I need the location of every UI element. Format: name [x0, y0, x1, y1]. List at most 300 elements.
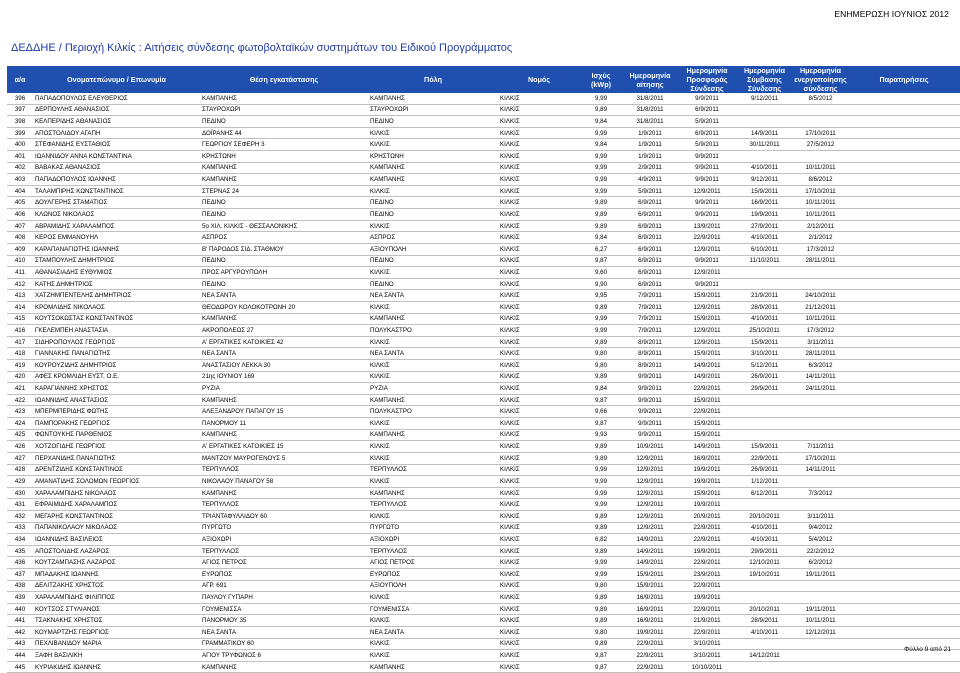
cell-city: ΑΓΙΟΣ ΠΕΤΡΟΣ [368, 557, 498, 569]
cell-contract-date: 9/12/2011 [736, 174, 793, 186]
cell-offer-date: 22/9/2011 [678, 557, 736, 569]
cell-application-date: 7/9/2011 [622, 313, 678, 325]
cell-contract-date: 26/9/2011 [736, 371, 793, 383]
cell-prefecture: ΚΙΛΚΙΣ [498, 627, 580, 639]
cell-power: 9,90 [580, 278, 622, 290]
cell-activation-date [793, 406, 848, 418]
cell-name: ΚΑΡΑΓΙΑΝΝΗΣ ΧΡΗΣΤΟΣ [33, 383, 200, 395]
cell-contract-date: 20/10/2011 [736, 603, 793, 615]
cell-offer-date: 22/9/2011 [678, 627, 736, 639]
table-row [7, 661, 960, 673]
cell-prefecture: ΚΙΛΚΙΣ [498, 301, 580, 313]
cell-application-date: 6/9/2011 [622, 197, 678, 209]
cell-application-date: 12/9/2011 [622, 487, 678, 499]
cell-city: ΚΙΛΚΙΣ [368, 650, 498, 662]
cell-location: ΑΣΠΡΟΣ [200, 232, 368, 244]
table-row [7, 441, 960, 453]
cell-location: ΠΕΔΙΝΟ [200, 255, 368, 267]
col-header-aa: α/α [7, 66, 33, 93]
cell-location: ΠΑΝΟΡΜΟΥ 11 [200, 418, 368, 430]
cell-location: ΤΕΡΠΥΛΛΟΣ [200, 545, 368, 557]
cell-aa: 430 [7, 487, 33, 499]
cell-power: 9,89 [580, 603, 622, 615]
cell-location: ΑΛΕΞΑΝΔΡΟΥ ΠΑΠΑΓΟΥ 15 [200, 406, 368, 418]
cell-activation-date [793, 278, 848, 290]
table-row [7, 255, 960, 267]
cell-name: ΠΕΡΧΑΝΙΔΗΣ ΠΑΝΑΓΙΩΤΗΣ [33, 452, 200, 464]
cell-activation-date: 28/11/2011 [793, 348, 848, 360]
cell-aa: 431 [7, 499, 33, 511]
cell-name: ΞΑΦΗ ΒΑΣΙΛΙΚΗ [33, 650, 200, 662]
cell-prefecture: ΚΙΛΚΙΣ [498, 360, 580, 372]
cell-remarks [848, 127, 960, 139]
cell-city: ΚΙΛΚΙΣ [368, 441, 498, 453]
cell-power: 9,95 [580, 290, 622, 302]
cell-location: ΔΟΪΡΑΝΗΣ 44 [200, 127, 368, 139]
cell-power: 9,89 [580, 336, 622, 348]
col-header-power: Ισχύς (kWp) [580, 66, 622, 93]
cell-aa: 412 [7, 278, 33, 290]
cell-offer-date: 13/9/2011 [678, 220, 736, 232]
update-date-label: ΕΝΗΜΕΡΩΣΗ ΙΟΥΝΙΟΣ 2012 [834, 9, 949, 19]
cell-location: 5ο ΧΙΛ. ΚΙΛΚΙΣ - ΘΕΣΣΑΛΟΝΙΚΗΣ [200, 220, 368, 232]
cell-application-date: 6/9/2011 [622, 267, 678, 279]
cell-name: ΔΡΕΝΤΖΙΔΗΣ ΚΩΝΣΤΑΝΤΙΝΟΣ [33, 464, 200, 476]
cell-offer-date: 12/9/2011 [678, 185, 736, 197]
cell-prefecture: ΚΙΛΚΙΣ [498, 650, 580, 662]
cell-application-date: 7/9/2011 [622, 290, 678, 302]
cell-offer-date: 19/9/2011 [678, 476, 736, 488]
cell-prefecture: ΚΙΛΚΙΣ [498, 139, 580, 151]
cell-prefecture: ΚΙΛΚΙΣ [498, 151, 580, 163]
table-row [7, 638, 960, 650]
cell-application-date: 9/9/2011 [622, 429, 678, 441]
cell-location: ΜΑΝΤΖΟΥ ΜΑΥΡΟΓΕΝΟΥΣ 5 [200, 452, 368, 464]
cell-prefecture: ΚΙΛΚΙΣ [498, 557, 580, 569]
cell-prefecture: ΚΙΛΚΙΣ [498, 522, 580, 534]
table-row [7, 545, 960, 557]
cell-contract-date: 16/9/2011 [736, 197, 793, 209]
cell-aa: 397 [7, 104, 33, 116]
cell-offer-date: 22/9/2011 [678, 534, 736, 546]
cell-application-date: 31/8/2011 [622, 104, 678, 116]
cell-aa: 408 [7, 232, 33, 244]
cell-city: ΚΙΛΚΙΣ [368, 139, 498, 151]
cell-prefecture: ΚΙΛΚΙΣ [498, 661, 580, 673]
cell-power: 9,89 [580, 104, 622, 116]
cell-remarks [848, 197, 960, 209]
table-row [7, 325, 960, 337]
cell-remarks [848, 325, 960, 337]
cell-name: ΣΤΑΜΠΟΥΛΗΣ ΔΗΜΗΤΡΙΟΣ [33, 255, 200, 267]
cell-power: 9,80 [580, 627, 622, 639]
cell-power: 9,99 [580, 464, 622, 476]
cell-prefecture: ΚΙΛΚΙΣ [498, 185, 580, 197]
cell-power: 9,99 [580, 162, 622, 174]
cell-power: 9,66 [580, 406, 622, 418]
cell-activation-date [793, 580, 848, 592]
cell-offer-date: 22/9/2011 [678, 580, 736, 592]
cell-location: ΚΑΜΠΑΝΗΣ [200, 394, 368, 406]
cell-activation-date: 17/3/2012 [793, 243, 848, 255]
col-header-activation-date: Ημερομηνία ενεργοποίησης σύνδεσης [794, 66, 847, 93]
cell-location: ΚΑΜΠΑΝΗΣ [200, 162, 368, 174]
cell-aa: 401 [7, 151, 33, 163]
cell-contract-date: 11/10/2011 [736, 255, 793, 267]
table-row [7, 464, 960, 476]
cell-offer-date: 15/9/2011 [678, 487, 736, 499]
cell-aa: 441 [7, 615, 33, 627]
table-row [7, 151, 960, 163]
table-row [7, 522, 960, 534]
cell-contract-date: 9/12/2011 [736, 93, 793, 104]
cell-contract-date: 4/10/2011 [736, 627, 793, 639]
cell-remarks [848, 580, 960, 592]
cell-city: ΚΙΛΚΙΣ [368, 418, 498, 430]
cell-city: ΚΙΛΚΙΣ [368, 615, 498, 627]
cell-activation-date [793, 418, 848, 430]
cell-name: ΚΟΥΤΖΑΜΠΑΣΗΣ ΛΑΖΑΡΟΣ [33, 557, 200, 569]
cell-name: ΤΑΛΑΜΠΙΡΗΣ ΚΩΝΣΤΑΝΤΙΝΟΣ [33, 185, 200, 197]
cell-name: ΠΑΠΑΔΟΠΟΥΛΟΣ ΕΛΕΥΘΕΡΙΟΣ [33, 93, 200, 104]
cell-location: ΓΟΥΜΕΝΙΣΣΑ [200, 603, 368, 615]
table-row [7, 278, 960, 290]
cell-city: ΚΙΛΚΙΣ [368, 510, 498, 522]
col-header-contract-date: Ημερομηνία Σύμβασης Σύνδεσης [736, 66, 793, 93]
cell-city: ΚΑΜΠΑΝΗΣ [368, 162, 498, 174]
cell-aa: 440 [7, 603, 33, 615]
cell-offer-date: 12/9/2011 [678, 267, 736, 279]
table-row [7, 418, 960, 430]
cell-offer-date: 10/10/2011 [678, 661, 736, 673]
cell-name: ΓΙΑΝΝΑΚΗΣ ΠΑΝΑΓΙΩΤΗΣ [33, 348, 200, 360]
cell-aa: 427 [7, 452, 33, 464]
cell-location: ΘΕΟΔΩΡΟΥ ΚΟΛΟΚΟΤΡΩΝΗ 20 [200, 301, 368, 313]
table-row [7, 243, 960, 255]
cell-activation-date [793, 267, 848, 279]
cell-city: ΚΑΜΠΑΝΗΣ [368, 429, 498, 441]
cell-location: ΝΙΚΟΛΑΟΥ ΠΑΝΑΓΟΥ 58 [200, 476, 368, 488]
cell-power: 6,27 [580, 243, 622, 255]
cell-contract-date [736, 661, 793, 673]
cell-application-date: 6/9/2011 [622, 243, 678, 255]
cell-power: 9,99 [580, 476, 622, 488]
cell-prefecture: ΚΙΛΚΙΣ [498, 394, 580, 406]
cell-contract-date: 15/9/2011 [736, 441, 793, 453]
cell-application-date: 22/9/2011 [622, 650, 678, 662]
cell-prefecture: ΚΙΛΚΙΣ [498, 174, 580, 186]
cell-activation-date: 10/11/2011 [793, 162, 848, 174]
cell-city: ΕΥΡΩΠΟΣ [368, 568, 498, 580]
cell-prefecture: ΚΙΛΚΙΣ [498, 592, 580, 604]
cell-power: 9,89 [580, 371, 622, 383]
table-row [7, 510, 960, 522]
cell-power: 9,89 [580, 441, 622, 453]
cell-remarks [848, 93, 960, 104]
cell-name: ΠΑΠΑΝΙΚΟΛΑΟΥ ΝΙΚΟΛΑΟΣ [33, 522, 200, 534]
cell-contract-date [736, 580, 793, 592]
cell-aa: 400 [7, 139, 33, 151]
col-header-application-date: Ημερομηνία αίτησης [622, 66, 678, 93]
cell-offer-date: 19/9/2011 [678, 545, 736, 557]
cell-contract-date [736, 104, 793, 116]
cell-location: ΚΑΜΠΑΝΗΣ [200, 487, 368, 499]
cell-offer-date: 9/9/2011 [678, 174, 736, 186]
cell-location: ΠΕΔΙΝΟ [200, 116, 368, 128]
cell-application-date: 7/9/2011 [622, 325, 678, 337]
cell-name: ΑΘΑΝΑΣΙΑΔΗΣ ΕΥΘΥΜΙΟΣ [33, 267, 200, 279]
cell-power: 9,80 [580, 348, 622, 360]
table-row [7, 603, 960, 615]
cell-aa: 415 [7, 313, 33, 325]
cell-contract-date: 20/10/2011 [736, 510, 793, 522]
cell-name: ΚΟΥΤΣΟΚΩΣΤΑΣ ΚΩΝΣΤΑΝΤΙΝΟΣ [33, 313, 200, 325]
cell-contract-date: 4/10/2011 [736, 534, 793, 546]
cell-city: ΚΑΜΠΑΝΗΣ [368, 487, 498, 499]
cell-application-date: 7/9/2011 [622, 301, 678, 313]
cell-aa: 413 [7, 290, 33, 302]
cell-name: ΔΕΛΙΤΖΑΚΗΣ ΧΡΗΣΤΟΣ [33, 580, 200, 592]
cell-activation-date: 14/11/2011 [793, 464, 848, 476]
table-header-row [7, 66, 960, 93]
cell-aa: 432 [7, 510, 33, 522]
cell-prefecture: ΚΙΛΚΙΣ [498, 104, 580, 116]
cell-application-date: 6/9/2011 [622, 278, 678, 290]
cell-power: 9,80 [580, 580, 622, 592]
cell-contract-date: 6/10/2011 [736, 243, 793, 255]
cell-city: ΚΙΛΚΙΣ [368, 371, 498, 383]
cell-city: ΠΟΛΥΚΑΣΤΡΟ [368, 406, 498, 418]
cell-power: 9,87 [580, 394, 622, 406]
table-row [7, 383, 960, 395]
cell-location: ΣΤΑΥΡΟΧΩΡΙ [200, 104, 368, 116]
table-row [7, 394, 960, 406]
cell-application-date: 6/9/2011 [622, 232, 678, 244]
cell-name: ΜΠΕΡΜΠΕΡΙΔΗΣ ΦΩΤΗΣ [33, 406, 200, 418]
cell-location: ΝΕΑ ΣΑΝΤΑ [200, 627, 368, 639]
cell-name: ΚΛΩΝΟΣ ΝΙΚΟΛΑΟΣ [33, 209, 200, 221]
cell-power: 9,89 [580, 522, 622, 534]
cell-offer-date: 12/9/2011 [678, 325, 736, 337]
cell-location: 21ης ΙΟΥΝΙΟΥ 169 [200, 371, 368, 383]
cell-name: ΚΟΥΜΑΡΤΖΗΣ ΓΕΩΡΓΙΟΣ [33, 627, 200, 639]
cell-prefecture: ΚΙΛΚΙΣ [498, 510, 580, 522]
table-row [7, 197, 960, 209]
cell-aa: 416 [7, 325, 33, 337]
cell-application-date: 8/9/2011 [622, 336, 678, 348]
table-row [7, 174, 960, 186]
cell-location: Α' ΕΡΓΑΤΙΚΕΣ ΚΑΤΟΙΚΙΕΣ 15 [200, 441, 368, 453]
cell-prefecture: ΚΙΛΚΙΣ [498, 313, 580, 325]
cell-power: 9,89 [580, 301, 622, 313]
cell-prefecture: ΚΙΛΚΙΣ [498, 336, 580, 348]
cell-city: ΚΙΛΚΙΣ [368, 452, 498, 464]
cell-name: ΚΟΥΤΣΟΣ ΣΤΥΛΙΑΝΟΣ [33, 603, 200, 615]
cell-offer-date: 20/9/2011 [678, 510, 736, 522]
cell-contract-date: 4/10/2011 [736, 522, 793, 534]
cell-contract-date [736, 592, 793, 604]
cell-remarks [848, 557, 960, 569]
cell-aa: 422 [7, 394, 33, 406]
cell-application-date: 22/9/2011 [622, 661, 678, 673]
cell-offer-date: 9/9/2011 [678, 255, 736, 267]
cell-offer-date: 12/9/2011 [678, 243, 736, 255]
cell-name: ΙΩΑΝΝΙΔΟΥ ΑΝΝΑ ΚΩΝΣΤΑΝΤΙΝΑ [33, 151, 200, 163]
cell-activation-date [793, 638, 848, 650]
cell-application-date: 22/9/2011 [622, 638, 678, 650]
cell-contract-date: 6/12/2011 [736, 487, 793, 499]
cell-location: ΡΥΖΙΑ [200, 383, 368, 395]
cell-activation-date: 8/6/2012 [793, 174, 848, 186]
cell-offer-date: 21/9/2011 [678, 615, 736, 627]
cell-name: ΠΑΠΑΔΟΠΟΥΛΟΣ ΙΩΑΝΝΗΣ [33, 174, 200, 186]
cell-prefecture: ΚΙΛΚΙΣ [498, 406, 580, 418]
cell-city: ΚΑΜΠΑΝΗΣ [368, 661, 498, 673]
cell-application-date: 9/9/2011 [622, 394, 678, 406]
cell-application-date: 15/9/2011 [622, 580, 678, 592]
cell-name: ΚΕΛΠΕΡΙΔΗΣ ΑΘΑΝΑΣΙΟΣ [33, 116, 200, 128]
cell-aa: 423 [7, 406, 33, 418]
cell-offer-date: 19/9/2011 [678, 592, 736, 604]
cell-contract-date: 19/9/2011 [736, 209, 793, 221]
cell-power: 9,84 [580, 383, 622, 395]
cell-power: 9,93 [580, 429, 622, 441]
cell-activation-date: 28/11/2011 [793, 255, 848, 267]
cell-power: 6,82 [580, 534, 622, 546]
cell-city: ΚΙΛΚΙΣ [368, 336, 498, 348]
cell-offer-date: 3/10/2011 [678, 638, 736, 650]
cell-activation-date [793, 650, 848, 662]
cell-remarks [848, 592, 960, 604]
cell-prefecture: ΚΙΛΚΙΣ [498, 255, 580, 267]
cell-application-date: 31/8/2011 [622, 116, 678, 128]
cell-power: 9,89 [580, 638, 622, 650]
cell-name: ΑΠΟΣΤΟΛΙΔΗΣ ΛΑΖΑΡΟΣ [33, 545, 200, 557]
cell-remarks [848, 371, 960, 383]
cell-contract-date: 28/9/2011 [736, 301, 793, 313]
cell-name: ΧΑΤΖΗΜΠΕΝΤΕΛΗΣ ΔΗΜΗΤΡΙΟΣ [33, 290, 200, 302]
cell-power: 9,60 [580, 267, 622, 279]
cell-remarks [848, 348, 960, 360]
cell-prefecture: ΚΙΛΚΙΣ [498, 499, 580, 511]
cell-application-date: 9/9/2011 [622, 383, 678, 395]
cell-aa: 428 [7, 464, 33, 476]
cell-remarks [848, 174, 960, 186]
cell-power: 9,89 [580, 510, 622, 522]
cell-activation-date: 6/3/2012 [793, 360, 848, 372]
cell-city: ΤΕΡΠΥΛΛΟΣ [368, 464, 498, 476]
cell-contract-date: 5/12/2011 [736, 360, 793, 372]
cell-city: ΚΙΛΚΙΣ [368, 592, 498, 604]
cell-activation-date [793, 499, 848, 511]
cell-remarks [848, 220, 960, 232]
cell-remarks [848, 151, 960, 163]
cell-activation-date: 5/4/2012 [793, 534, 848, 546]
cell-name: ΧΟΤΖΟΓΙΔΗΣ ΓΕΩΡΓΙΟΣ [33, 441, 200, 453]
page-number: Φύλλο 9 από 21 [904, 646, 951, 653]
cell-application-date: 12/9/2011 [622, 476, 678, 488]
cell-prefecture: ΚΙΛΚΙΣ [498, 568, 580, 580]
cell-prefecture: ΚΙΛΚΙΣ [498, 116, 580, 128]
cell-offer-date: 9/9/2011 [678, 197, 736, 209]
cell-contract-date: 19/10/2011 [736, 568, 793, 580]
cell-remarks [848, 301, 960, 313]
cell-city: ΡΥΖΙΑ [368, 383, 498, 395]
cell-application-date: 12/9/2011 [622, 452, 678, 464]
cell-activation-date: 2/1/2012 [793, 232, 848, 244]
cell-prefecture: ΚΙΛΚΙΣ [498, 243, 580, 255]
cell-city: ΠΕΔΙΝΟ [368, 255, 498, 267]
cell-power: 9,99 [580, 151, 622, 163]
table-row [7, 104, 960, 116]
cell-aa: 436 [7, 557, 33, 569]
cell-offer-date: 9/9/2011 [678, 93, 736, 104]
cell-contract-date [736, 394, 793, 406]
cell-contract-date [736, 278, 793, 290]
table-row [7, 290, 960, 302]
cell-application-date: 1/9/2011 [622, 151, 678, 163]
cell-contract-date [736, 499, 793, 511]
cell-city: ΚΑΜΠΑΝΗΣ [368, 313, 498, 325]
cell-aa: 437 [7, 568, 33, 580]
table-row [7, 313, 960, 325]
cell-remarks [848, 336, 960, 348]
cell-prefecture: ΚΙΛΚΙΣ [498, 267, 580, 279]
cell-application-date: 14/9/2011 [622, 534, 678, 546]
cell-prefecture: ΚΙΛΚΙΣ [498, 429, 580, 441]
cell-location: ΤΡΙΑΝΤΑΦΥΛΛΙΔΟΥ 60 [200, 510, 368, 522]
cell-name: ΦΩΝΤΟΥΚΗΣ ΠΑΡΘΕΝΙΟΣ [33, 429, 200, 441]
cell-activation-date: 7/3/2012 [793, 487, 848, 499]
cell-contract-date: 29/9/2011 [736, 383, 793, 395]
table-row [7, 360, 960, 372]
cell-name: ΚΡΟΜΛΙΔΗΣ ΝΙΚΟΛΑΟΣ [33, 301, 200, 313]
cell-power: 9,89 [580, 545, 622, 557]
cell-location: ΑΓΙΟΥ ΤΡΥΦΩΝΟΣ 6 [200, 650, 368, 662]
cell-prefecture: ΚΙΛΚΙΣ [498, 603, 580, 615]
cell-city: ΚΙΛΚΙΣ [368, 185, 498, 197]
cell-remarks [848, 394, 960, 406]
cell-activation-date: 27/5/2012 [793, 139, 848, 151]
cell-remarks [848, 383, 960, 395]
cell-application-date: 16/9/2011 [622, 603, 678, 615]
cell-activation-date: 14/11/2011 [793, 371, 848, 383]
cell-aa: 404 [7, 185, 33, 197]
cell-activation-date: 8/5/2012 [793, 93, 848, 104]
cell-remarks [848, 534, 960, 546]
cell-remarks [848, 545, 960, 557]
cell-prefecture: ΚΙΛΚΙΣ [498, 93, 580, 104]
cell-contract-date: 26/9/2011 [736, 464, 793, 476]
cell-remarks [848, 406, 960, 418]
cell-activation-date: 24/10/2011 [793, 290, 848, 302]
table-row [7, 487, 960, 499]
cell-contract-date: 4/10/2011 [736, 232, 793, 244]
cell-power: 9,87 [580, 255, 622, 267]
cell-offer-date: 22/9/2011 [678, 232, 736, 244]
cell-offer-date: 15/9/2011 [678, 418, 736, 430]
cell-offer-date: 16/9/2011 [678, 452, 736, 464]
cell-location: Α' ΕΡΓΑΤΙΚΕΣ ΚΑΤΟΙΚΙΕΣ 42 [200, 336, 368, 348]
cell-city: ΝΕΑ ΣΑΝΤΑ [368, 348, 498, 360]
cell-location: ΠΕΔΙΝΟ [200, 209, 368, 221]
cell-aa: 443 [7, 638, 33, 650]
cell-power: 9,87 [580, 418, 622, 430]
cell-location: ΠΕΔΙΝΟ [200, 278, 368, 290]
cell-power: 9,84 [580, 232, 622, 244]
cell-prefecture: ΚΙΛΚΙΣ [498, 197, 580, 209]
cell-activation-date: 7/11/2011 [793, 441, 848, 453]
